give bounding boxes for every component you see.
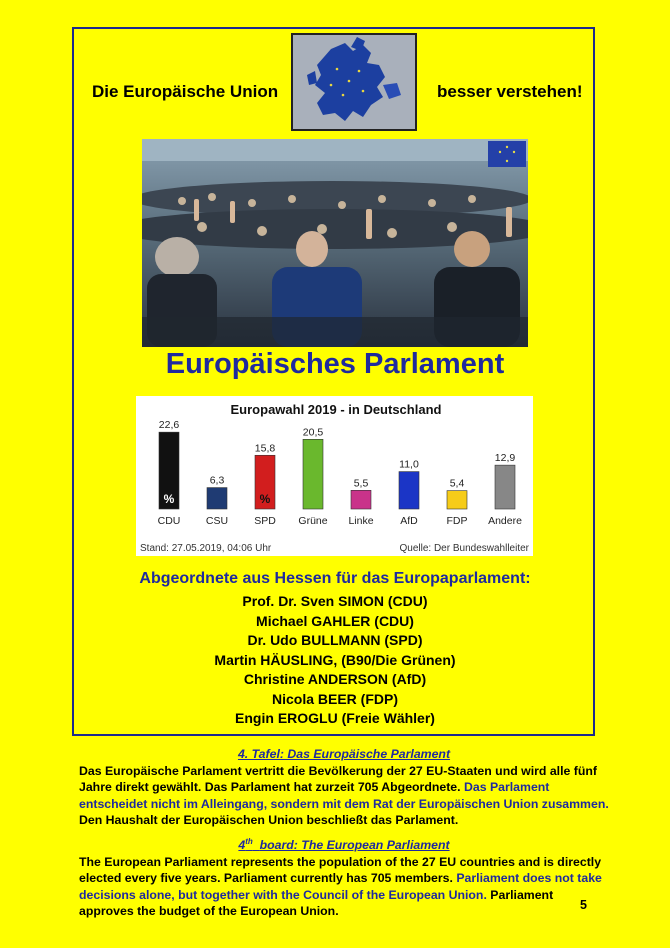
deputy-name: Nicola BEER (FDP) [271, 690, 398, 707]
chart-category-label: Andere [488, 515, 522, 527]
german-paragraph [79, 763, 609, 829]
chart-category-label: Grüne [298, 515, 328, 527]
chart-category-label: Linke [348, 515, 374, 527]
english-title-rest: board: The European Parliament [259, 838, 450, 853]
chart-footer-right: Quelle: Der Bundeswahlleiter [399, 543, 529, 554]
chart-bar [447, 491, 467, 509]
chart-bar [495, 465, 515, 509]
header-right-text: besser verstehen! [437, 82, 583, 101]
german-title: 4. Tafel: Das Europäische Parlament [237, 747, 451, 761]
header-left-text: Die Europäische Union [92, 82, 279, 101]
main-title: Europäisches Parlament [165, 348, 505, 380]
chart-bar [351, 490, 371, 509]
chart-svg [136, 396, 533, 556]
chart-category-label: AfD [400, 515, 418, 527]
page-number: 5 [580, 898, 587, 912]
chart-category-label: CDU [157, 515, 181, 527]
chart-value-label: 15,8 [254, 442, 276, 455]
chart-category-label: FDP [446, 515, 468, 527]
deputy-name: Martin HÄUSLING, (B90/Die Grünen) [214, 651, 456, 668]
chart-value-label: 5,4 [449, 477, 465, 490]
german-text-1: Das Europäische Parlament vertritt die Bevölkerung der 27 EU-Staaten und wird alle fünf Jahre direkt gewählt. Das Parlament hat zurzeit 705 Abgeordnete. [79, 763, 597, 795]
chart-category-label: CSU [205, 515, 229, 527]
chart-percent-marker: % [163, 492, 175, 506]
english-text-1: The European Parliament represents the population of the 27 EU countries and is directly elected every five years. Parliament currently has 705 members. [79, 854, 602, 886]
german-section [79, 746, 609, 829]
deputy-name: Christine ANDERSON (AfD) [243, 671, 427, 687]
deputy-name: Michael GAHLER (CDU) [256, 612, 414, 629]
chart-footer-left: Stand: 27.05.2019, 04:06 Uhr [140, 543, 272, 554]
chart-value-label: 5,5 [353, 477, 369, 490]
eu-map-image [291, 33, 417, 131]
chart-value-label: 6,3 [209, 474, 225, 487]
english-title-superscript: th [245, 837, 253, 846]
parliament-photo [142, 139, 528, 347]
election-chart [136, 396, 533, 556]
deputy-name: Prof. Dr. Sven SIMON (CDU) [242, 593, 428, 609]
english-section [79, 834, 609, 920]
english-text-2: Parliament does not take decisions alone, but together with the Council of the European Union. [79, 871, 602, 902]
deputy-name: Engin EROGLU (Freie Wähler) [235, 710, 435, 726]
chart-value-label: 12,9 [494, 452, 516, 465]
german-text-2: Das Parlament entscheidet nicht im Alleingang, sondern mit dem Rat der Europäischen Union zusammen. [79, 780, 609, 811]
chart-value-label: 22,6 [158, 419, 180, 432]
chart-title: Europawahl 2019 - in Deutschland [230, 402, 442, 417]
english-title-number: 4 [238, 838, 246, 853]
chart-percent-marker: % [259, 492, 271, 506]
deputies-heading: Abgeordnete aus Hessen für das Europaparlament: [139, 570, 531, 587]
chart-bar [399, 472, 419, 509]
english-title [79, 834, 609, 854]
german-text-3: Den Haushalt der Europäischen Union beschließt das Parlament. [79, 813, 459, 828]
deputies-list [0, 592, 670, 729]
chart-bar [303, 439, 323, 509]
english-text-3: Parliament approves the budget of the European Union. [79, 887, 554, 919]
deputy-name: Dr. Udo BULLMANN (SPD) [247, 632, 423, 648]
chart-value-label: 20,5 [302, 426, 324, 439]
english-paragraph [79, 854, 609, 920]
chart-bar [207, 488, 227, 509]
chart-category-label: SPD [254, 515, 276, 527]
chart-value-label: 11,0 [399, 458, 419, 471]
